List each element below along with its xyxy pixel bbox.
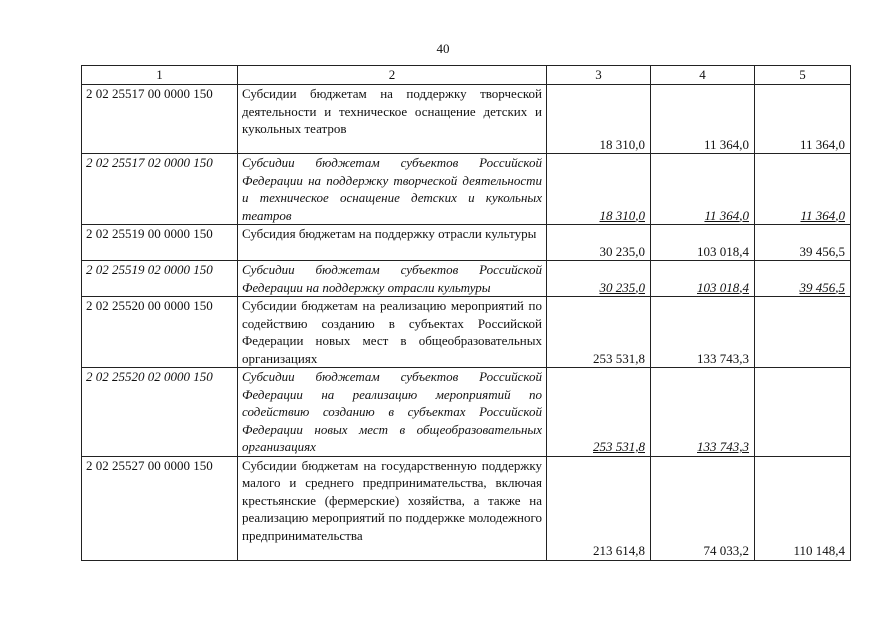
- value-col-3-cell: 253 531,8: [547, 297, 651, 368]
- value-col-3-cell: 213 614,8: [547, 456, 651, 560]
- value-col-4-cell: 103 018,4: [651, 225, 755, 261]
- value-col-3-cell: 18 310,0: [547, 154, 651, 225]
- table-row: [82, 261, 851, 297]
- description-cell: Субсидии бюджетам субъектов Российской Федерации на поддержку творческой деятельности и техническое оснащение детских и кукольных театров: [238, 154, 547, 225]
- value-col-3-cell: 30 235,0: [547, 261, 651, 297]
- value-col-5-cell: 39 456,5: [755, 261, 851, 297]
- value-col-5-cell: [755, 368, 851, 457]
- description-cell: Субсидии бюджетам на государственную поддержку малого и среднего предпринимательства, включая крестьянские (фермерские) хозяйства, а также на реализацию мероприятий по поддержке молодежного предпринимательства: [238, 456, 547, 560]
- value-col-5-cell: 11 364,0: [755, 85, 851, 154]
- header-col-5: 5: [755, 66, 851, 85]
- budget-code-cell: 2 02 25517 02 0000 150: [82, 154, 238, 225]
- header-row: [82, 66, 851, 85]
- description-cell: Субсидия бюджетам на поддержку отрасли культуры: [238, 225, 547, 261]
- header-col-1: 1: [82, 66, 238, 85]
- value-col-4-cell: 133 743,3: [651, 297, 755, 368]
- value-col-5-cell: 39 456,5: [755, 225, 851, 261]
- page-number: 40: [436, 41, 450, 56]
- description-cell: Субсидии бюджетам на поддержку творческой деятельности и техническое оснащение детских и кукольных театров: [238, 85, 547, 154]
- value-col-4-cell: 74 033,2: [651, 456, 755, 560]
- table-row: [82, 225, 851, 261]
- header-col-4: 4: [651, 66, 755, 85]
- table-row: [82, 297, 851, 368]
- budget-table: [81, 65, 851, 561]
- value-col-4-cell: 133 743,3: [651, 368, 755, 457]
- value-col-5-cell: 11 364,0: [755, 154, 851, 225]
- value-col-4-cell: 103 018,4: [651, 261, 755, 297]
- description-cell: Субсидии бюджетам субъектов Российской Федерации на поддержку отрасли культуры: [238, 261, 547, 297]
- budget-code-cell: 2 02 25519 02 0000 150: [82, 261, 238, 297]
- value-col-4-cell: 11 364,0: [651, 85, 755, 154]
- value-col-4-cell: 11 364,0: [651, 154, 755, 225]
- value-col-3-cell: 253 531,8: [547, 368, 651, 457]
- table-row: [82, 456, 851, 560]
- budget-code-cell: 2 02 25519 00 0000 150: [82, 225, 238, 261]
- budget-code-cell: 2 02 25520 02 0000 150: [82, 368, 238, 457]
- description-cell: Субсидии бюджетам субъектов Российской Федерации на реализацию мероприятий по содействию созданию в субъектах Российской Федерации новых мест в общеобразовательных организациях: [238, 368, 547, 457]
- value-col-3-cell: 18 310,0: [547, 85, 651, 154]
- header-col-3: 3: [547, 66, 651, 85]
- table-row: [82, 368, 851, 457]
- value-col-3-cell: 30 235,0: [547, 225, 651, 261]
- table-row: [82, 85, 851, 154]
- value-col-5-cell: [755, 297, 851, 368]
- value-col-5-cell: 110 148,4: [755, 456, 851, 560]
- budget-code-cell: 2 02 25520 00 0000 150: [82, 297, 238, 368]
- header-col-2: 2: [238, 66, 547, 85]
- budget-code-cell: 2 02 25527 00 0000 150: [82, 456, 238, 560]
- table-row: [82, 154, 851, 225]
- budget-code-cell: 2 02 25517 00 0000 150: [82, 85, 238, 154]
- description-cell: Субсидии бюджетам на реализацию мероприятий по содействию созданию в субъектах Российской Федерации новых мест в общеобразовательных организациях: [238, 297, 547, 368]
